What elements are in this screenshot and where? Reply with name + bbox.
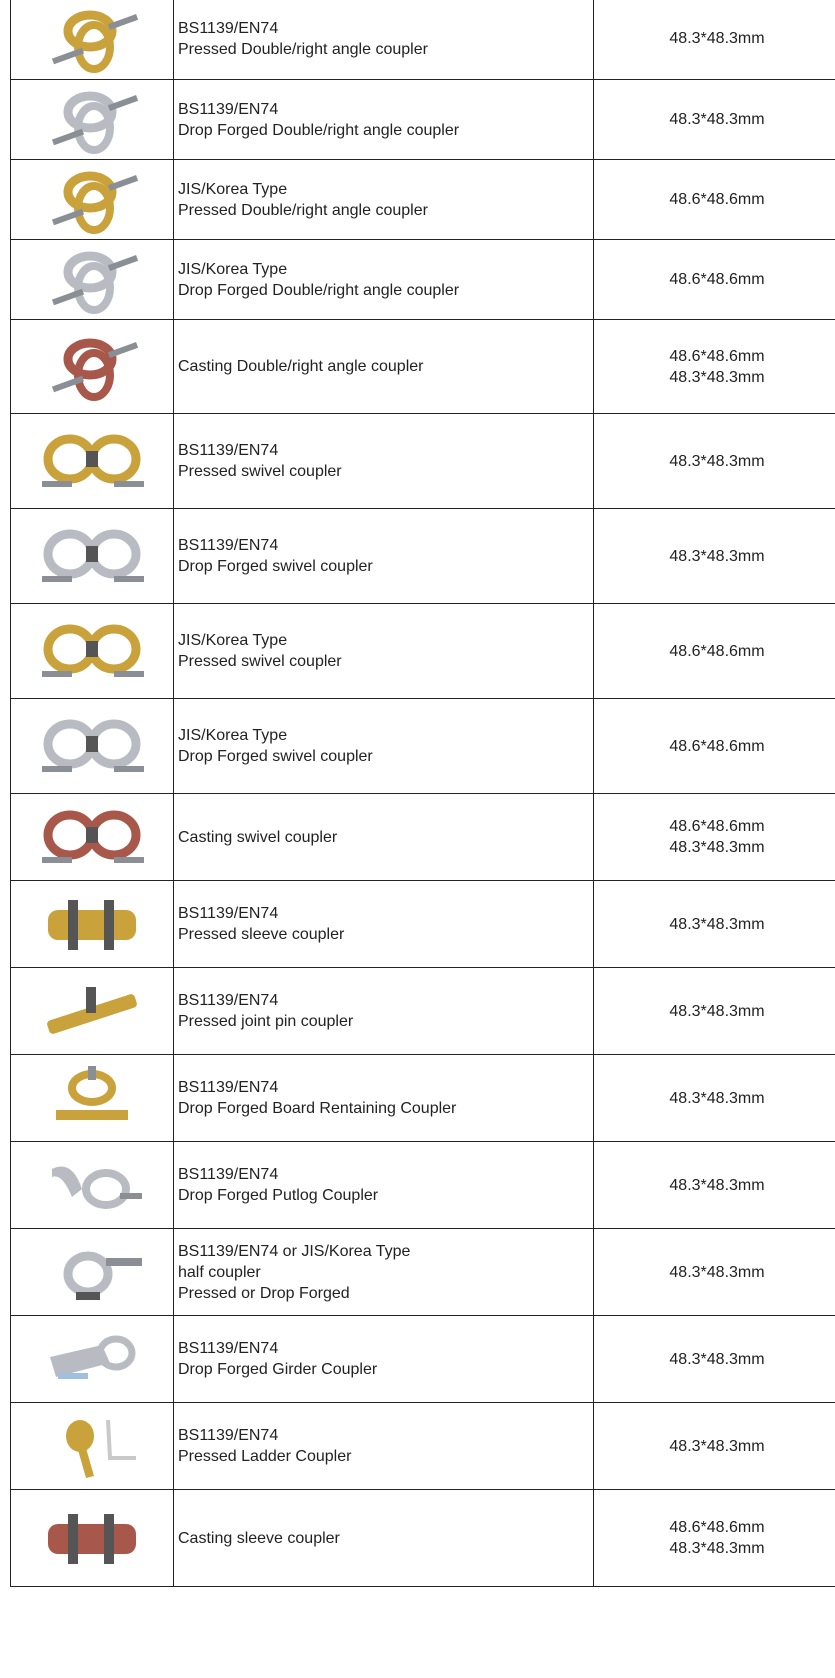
- table-row: [11, 0, 835, 80]
- product-image-cell: [11, 0, 174, 80]
- product-description-cell: [174, 881, 594, 968]
- product-image-cell: [11, 1142, 174, 1229]
- size-cell: [594, 0, 835, 80]
- description-line: BS1139/EN74: [178, 1427, 279, 1444]
- pressed-swivel-coupler-icon: [32, 425, 152, 497]
- description-line: JIS/Korea Type: [178, 180, 288, 198]
- description-line: BS1139/EN74 or JIS/Korea Type: [178, 1242, 411, 1260]
- size-value: 48.3*48.3mm: [669, 1437, 765, 1455]
- drop-forged-double-coupler-icon: [32, 84, 152, 156]
- product-description-cell: [174, 240, 594, 320]
- size-cell: [594, 1316, 835, 1403]
- drop-forged-swivel-coupler-icon: [32, 520, 152, 592]
- description-line: Casting swivel coupler: [178, 828, 338, 846]
- product-description-cell: [174, 1316, 594, 1403]
- product-image-cell: [11, 1316, 174, 1403]
- product-description-cell: [174, 968, 594, 1055]
- table-row: [11, 604, 835, 699]
- product-description-cell: [174, 1229, 594, 1316]
- size-value: 48.3*48.3mm: [669, 915, 765, 933]
- product-description-cell: [174, 160, 594, 240]
- product-description-cell: [174, 320, 594, 414]
- size-value: 48.6*48.6mm: [669, 271, 765, 288]
- size-cell: [594, 604, 835, 699]
- description-line: JIS/Korea Type: [178, 727, 288, 744]
- size-cell: [594, 320, 835, 414]
- drop-forged-swivel-coupler-icon: [32, 710, 152, 782]
- product-description-cell: [174, 1142, 594, 1229]
- description-line: BS1139/EN74: [178, 537, 279, 554]
- product-image-cell: [11, 1229, 174, 1316]
- size-value: 48.3*48.3mm: [669, 1350, 765, 1368]
- description-line: Pressed Double/right angle coupler: [178, 40, 428, 58]
- description-line: Casting Double/right angle coupler: [178, 358, 424, 375]
- pressed-double-coupler-icon: [32, 3, 152, 75]
- product-description-cell: [174, 1490, 594, 1587]
- product-description-cell: [174, 80, 594, 160]
- product-description-cell: [174, 1055, 594, 1142]
- description-line: BS1139/EN74: [178, 1079, 279, 1096]
- description-line: JIS/Korea Type: [178, 632, 288, 649]
- size-value: 48.3*48.3mm: [669, 1176, 765, 1194]
- girder-coupler-icon: [32, 1323, 152, 1395]
- size-value: 48.3*48.3mm: [669, 839, 765, 856]
- table-row: [11, 1142, 835, 1229]
- table-row: [11, 1229, 835, 1316]
- size-cell: [594, 240, 835, 320]
- product-image-cell: [11, 160, 174, 240]
- table-row: [11, 699, 835, 794]
- description-line: Pressed swivel coupler: [178, 463, 342, 480]
- description-line: Pressed swivel coupler: [178, 653, 342, 670]
- putlog-coupler-icon: [32, 1149, 152, 1221]
- size-cell: [594, 968, 835, 1055]
- table-body: [11, 0, 835, 1587]
- table-row: [11, 1055, 835, 1142]
- coupler-spec-table: [10, 0, 835, 1587]
- description-line: BS1139/EN74: [178, 442, 279, 459]
- table-row: [11, 794, 835, 881]
- description-line: Pressed Double/right angle coupler: [178, 201, 428, 219]
- size-value: 48.3*48.3mm: [669, 30, 765, 47]
- size-cell: [594, 1142, 835, 1229]
- description-line: BS1139/EN74: [178, 19, 279, 37]
- product-image-cell: [11, 794, 174, 881]
- table-row: [11, 1403, 835, 1490]
- product-image-cell: [11, 414, 174, 509]
- size-value: 48.6*48.6mm: [669, 642, 765, 660]
- ladder-coupler-icon: [32, 1410, 152, 1482]
- description-line: Drop Forged swivel coupler: [178, 558, 373, 575]
- size-value: 48.3*48.3mm: [669, 1002, 765, 1020]
- casting-double-coupler-icon: [32, 331, 152, 403]
- casting-sleeve-coupler-icon: [32, 1502, 152, 1574]
- size-cell: [594, 414, 835, 509]
- product-description-cell: [174, 794, 594, 881]
- product-description-cell: [174, 699, 594, 794]
- table-row: [11, 881, 835, 968]
- product-description-cell: [174, 414, 594, 509]
- description-line: Drop Forged Double/right angle coupler: [178, 121, 460, 139]
- description-line: Casting sleeve coupler: [178, 1529, 340, 1547]
- description-line: Drop Forged Putlog Coupler: [178, 1187, 379, 1204]
- product-image-cell: [11, 509, 174, 604]
- size-cell: [594, 160, 835, 240]
- product-image-cell: [11, 240, 174, 320]
- product-image-cell: [11, 968, 174, 1055]
- description-line: Pressed joint pin coupler: [178, 1013, 354, 1030]
- size-cell: [594, 509, 835, 604]
- product-image-cell: [11, 604, 174, 699]
- table-row: [11, 160, 835, 240]
- product-image-cell: [11, 80, 174, 160]
- product-image-cell: [11, 699, 174, 794]
- size-value: 48.3*48.3mm: [669, 1089, 765, 1107]
- product-image-cell: [11, 1490, 174, 1587]
- pressed-joint-pin-coupler-icon: [32, 975, 152, 1047]
- description-line: BS1139/EN74: [178, 992, 279, 1009]
- table-row: [11, 240, 835, 320]
- drop-forged-double-coupler-icon: [32, 244, 152, 316]
- size-cell: [594, 1055, 835, 1142]
- description-line: Drop Forged Girder Coupler: [178, 1361, 378, 1378]
- description-line: BS1139/EN74: [178, 1340, 279, 1357]
- table-row: [11, 1490, 835, 1587]
- size-value: 48.3*48.3mm: [669, 111, 765, 128]
- pressed-double-coupler-icon: [32, 164, 152, 236]
- description-line: Drop Forged Board Rentaining Coupler: [178, 1100, 457, 1117]
- size-value: 48.3*48.3mm: [669, 368, 765, 386]
- description-line: Drop Forged Double/right angle coupler: [178, 281, 460, 299]
- size-value: 48.6*48.6mm: [669, 191, 765, 208]
- table-row: [11, 968, 835, 1055]
- size-cell: [594, 1490, 835, 1587]
- size-value: 48.3*48.3mm: [669, 452, 765, 470]
- table-row: [11, 414, 835, 509]
- description-line: BS1139/EN74: [178, 100, 279, 118]
- table-row: [11, 320, 835, 414]
- board-retaining-coupler-icon: [32, 1062, 152, 1134]
- size-value: 48.6*48.6mm: [669, 347, 765, 365]
- description-line: Drop Forged swivel coupler: [178, 748, 373, 765]
- product-description-cell: [174, 604, 594, 699]
- size-value: 48.6*48.6mm: [669, 1519, 765, 1536]
- half-coupler-icon: [32, 1236, 152, 1308]
- description-line: Pressed or Drop Forged: [178, 1284, 350, 1302]
- size-cell: [594, 699, 835, 794]
- description-line: half coupler: [178, 1263, 261, 1281]
- description-line: JIS/Korea Type: [178, 260, 288, 278]
- size-value: 48.6*48.6mm: [669, 818, 765, 835]
- table-row: [11, 1316, 835, 1403]
- size-value: 48.3*48.3mm: [669, 1263, 765, 1281]
- product-description-cell: [174, 1403, 594, 1490]
- table-row: [11, 509, 835, 604]
- size-cell: [594, 80, 835, 160]
- product-description-cell: [174, 509, 594, 604]
- size-cell: [594, 1403, 835, 1490]
- description-line: BS1139/EN74: [178, 905, 279, 922]
- table-row: [11, 80, 835, 160]
- size-cell: [594, 881, 835, 968]
- size-value: 48.6*48.6mm: [669, 737, 765, 755]
- description-line: Pressed Ladder Coupler: [178, 1448, 352, 1465]
- size-cell: [594, 794, 835, 881]
- pressed-sleeve-coupler-icon: [32, 888, 152, 960]
- product-description-cell: [174, 0, 594, 80]
- size-value: 48.3*48.3mm: [669, 547, 765, 565]
- pressed-swivel-coupler-icon: [32, 615, 152, 687]
- description-line: BS1139/EN74: [178, 1166, 279, 1183]
- casting-swivel-coupler-icon: [32, 801, 152, 873]
- product-image-cell: [11, 1403, 174, 1490]
- description-line: Pressed sleeve coupler: [178, 926, 345, 943]
- size-value: 48.3*48.3mm: [669, 1540, 765, 1557]
- product-image-cell: [11, 881, 174, 968]
- product-image-cell: [11, 320, 174, 414]
- product-image-cell: [11, 1055, 174, 1142]
- size-cell: [594, 1229, 835, 1316]
